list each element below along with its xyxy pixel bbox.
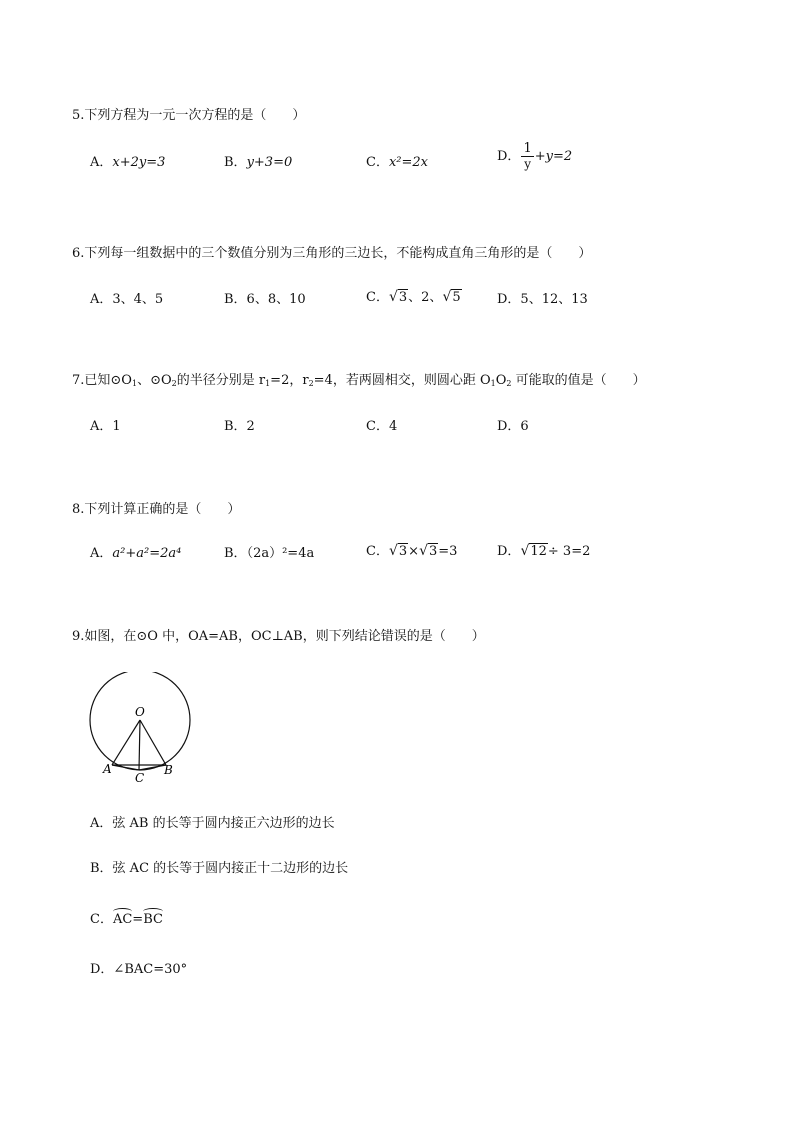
segment-oa [112, 720, 140, 765]
question-5-stem: 5.下列方程为一元一次方程的是（ ） [72, 108, 306, 123]
sqrt-symbol: √5 [442, 289, 461, 305]
option-text: x²=2x [388, 155, 428, 170]
radicand: 3 [428, 544, 438, 559]
segment-ob [140, 720, 166, 765]
option-text: ÷ 3=2 [547, 544, 591, 559]
q9-option-d: D．∠BAC=30° [90, 962, 188, 977]
q7-option-d: D．6 [497, 419, 529, 434]
label-c: C [135, 771, 145, 784]
radicand: 5 [452, 290, 461, 305]
segment-bc [139, 765, 166, 770]
q9-option-c [90, 908, 163, 927]
label-a: A [103, 762, 112, 776]
option-label: C． [90, 912, 113, 927]
label-o: O [135, 705, 145, 719]
option-text: a²+a²=2a⁴ [112, 546, 182, 561]
sqrt-symbol: √3 [388, 543, 408, 559]
q6-option-d: D．5、12、13 [497, 292, 588, 307]
radicand: 3 [398, 290, 408, 305]
option-text: × [408, 544, 420, 559]
question-7-stem: 7.已知$⊙O_1$、$⊙O_2$的半径分别是 $r_1=2$，$r_2=4$，若两圆相交，则圆心距 $O_1O_2$ 可能取的值是（ ） [72, 373, 646, 388]
option-label: A． [90, 155, 113, 170]
q5-option-b [224, 151, 292, 170]
radicand: 12 [530, 544, 547, 559]
option-label: D． [497, 149, 521, 164]
q6-option-c [366, 286, 462, 305]
option-label: B． [224, 155, 247, 170]
sqrt-symbol: √3 [388, 289, 408, 305]
option-label: C． [366, 544, 389, 559]
fraction-numerator: 1 [523, 141, 532, 156]
q5-option-d [497, 142, 572, 171]
option-text: x+2y=3 [112, 155, 166, 170]
q8-option-a [90, 542, 181, 561]
option-label: D． [497, 544, 521, 559]
question-9-stem: 9.如图，在⊙O 中，OA=AB，OC⊥AB，则下列结论错误的是（ ） [72, 629, 485, 644]
segment-ac [112, 765, 139, 770]
equals-sign: = [132, 912, 144, 927]
radicand: 3 [398, 544, 408, 559]
option-text: y+3=0 [246, 155, 293, 170]
segment-oc [139, 720, 140, 770]
option-label: A． [90, 546, 113, 561]
arc-bc: BC [143, 912, 163, 927]
q8-option-d [497, 540, 590, 559]
label-b: B [164, 763, 173, 777]
question-8-stem: 8.下列计算正确的是（ ） [72, 502, 241, 517]
option-text: =3 [438, 544, 458, 559]
sqrt-symbol: √3 [419, 543, 438, 559]
q7-option-b: B．2 [224, 419, 255, 434]
option-label: C． [366, 290, 389, 305]
fraction [521, 142, 533, 171]
q9-option-a: A．弦 AB 的长等于圆内接正六边形的边长 [90, 816, 335, 831]
option-label: B． [224, 546, 247, 561]
q6-option-b: B．6、8、10 [224, 292, 306, 307]
circle-figure [86, 672, 196, 784]
q7-option-c: C．4 [366, 419, 398, 434]
option-text: 、2、 [408, 290, 443, 305]
sqrt-symbol: √12 [520, 543, 547, 559]
q6-option-a: A．3、4、5 [90, 292, 164, 307]
question-6-stem: 6.下列每一组数据中的三个数值分别为三角形的三边长，不能构成直角三角形的是（ ） [72, 246, 592, 261]
q7-option-a: A．1 [90, 419, 121, 434]
option-text: +y=2 [534, 149, 573, 164]
fraction-denominator: y [524, 157, 531, 171]
option-text: （2a）²=4a [246, 546, 315, 561]
q8-option-c [366, 540, 457, 559]
q9-option-b: B．弦 AC 的长等于圆内接正十二边形的边长 [90, 861, 349, 876]
q5-option-c [366, 151, 428, 170]
q5-option-a [90, 151, 165, 170]
arc-ac: AC [112, 912, 133, 927]
option-label: C． [366, 155, 389, 170]
q8-option-b [224, 542, 314, 561]
